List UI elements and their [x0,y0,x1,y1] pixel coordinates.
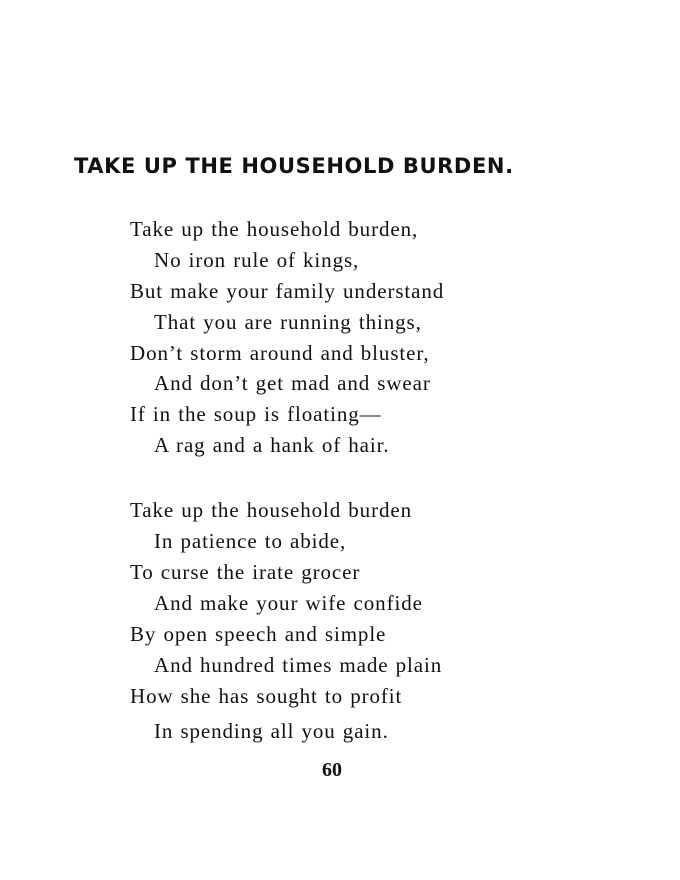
poem-line: Take up the household burden, [130,217,419,241]
poem-line: But make your family understand [130,279,445,303]
poem-line: And hundred times made plain [154,653,443,677]
poem-line: And don’t get mad and swear [154,371,431,395]
poem-line: Don’t storm around and bluster, [130,341,430,365]
poem-line: A rag and a hank of hair. [154,433,390,457]
poem-line: In spending all you gain. [154,719,389,743]
poem-line: Take up the household burden [130,498,412,522]
poem-line: That you are running things, [154,310,422,334]
poem-line: How she has sought to profit [130,684,403,708]
poem-title: TAKE UP THE HOUSEHOLD BURDEN. [74,154,514,178]
poem-line: If in the soup is floating— [130,402,382,426]
poem-line: In patience to abide, [154,529,347,553]
poem-line: By open speech and simple [130,622,387,646]
poem-line: No iron rule of kings, [154,248,360,272]
poem-line: To curse the irate grocer [130,560,361,584]
poem-line: And make your wife confide [154,591,423,615]
page-number: 60 [322,759,342,781]
